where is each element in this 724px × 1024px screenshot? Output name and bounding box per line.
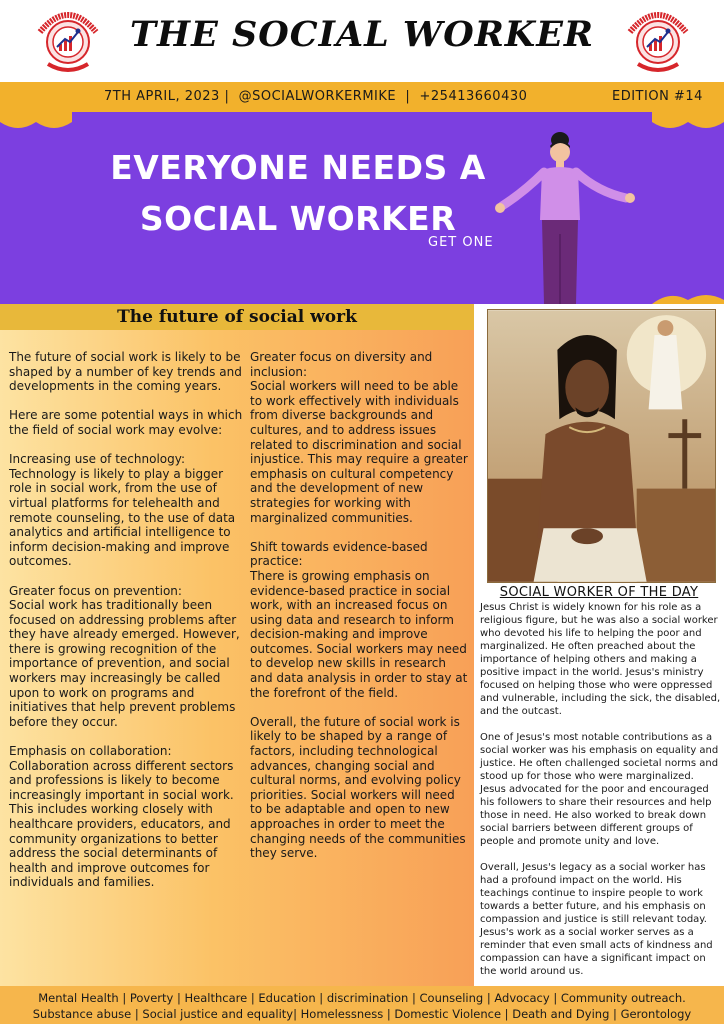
section-body: Technology is likely to play a bigger role in social work, from the use of virtual platforms for telehealth and remote counseling, to the use of data analytics and artificial intelligence to inform decision-making and improve outcomes. [9, 466, 236, 569]
masthead [0, 0, 724, 82]
logo-emblem-icon [620, 2, 696, 78]
issue-info: 7TH APRIL, 2023 | @SOCIALWORKERMIKE | +25413660430 [104, 89, 528, 104]
section-title: Greater focus on diversity and inclusion: [250, 350, 433, 379]
section-title: Shift towards evidence-based practice: [250, 539, 428, 569]
section-body: Social work has traditionally been focused on addressing problems after they have already emerged. However, there is growing recognition of the importance of prevention, and social workers may increasingly be called upon to work on programs and initiatives that help prevent problems before they occur. [9, 598, 240, 729]
article-section [250, 350, 470, 525]
hero-headline-line2: SOCIAL WORKER [139, 199, 457, 238]
social-worker-of-the-day [474, 304, 724, 986]
hero-headline-line1: EVERYONE NEEDS A [110, 148, 486, 187]
sidebar-heading: SOCIAL WORKER OF THE DAY [499, 585, 699, 600]
article-column-2 [250, 350, 470, 875]
sidebar-paragraph: One of Jesus's most notable contributions as a social worker was his emphasis on equality and justice. He often challenged societal norms and stood up for those who were marginalized. Jesus advocated for the poor and encouraged his followers to share their resources and help those in need. He also worked to break down social barriers between different groups of people and promote unity and love. [480, 732, 719, 847]
hero-headline [88, 142, 508, 244]
woman-illustration-icon [488, 122, 648, 304]
footer-topics-line1: Mental Health | Poverty | Healthcare | Education | discrimination | Counseling | Advocacy | Community outreach. [38, 991, 686, 1005]
article-section [9, 584, 245, 730]
hero-banner [0, 112, 724, 304]
religious-painting-icon [487, 309, 716, 583]
article-intro: Here are some potential ways in which the field of social work may evolve: [9, 408, 243, 437]
section-title: Increasing use of technology: [9, 452, 186, 467]
article-intro: The future of social work is likely to be shaped by a number of key trends and developments in the coming years. [9, 350, 242, 394]
footer-topics-line2: Substance abuse | Social justice and equality| Homelessness | Domestic Violence | Death and Dying | Gerontology [32, 1007, 692, 1021]
topics-footer [0, 986, 724, 1024]
section-body: There is growing emphasis on evidence-based practice in social work, with an increased focus on using data and research to inform decision-making and improve outcomes. Social workers may need to develop new skills in research and data analysis in order to stay at the forefront of the field. [250, 568, 468, 700]
section-title: Greater focus on prevention: [9, 583, 182, 598]
article-conclusion: Overall, the future of social work is likely to be shaped by a range of factors, including technological advances, changing social and cultural norms, and evolving policy priorities. Social workers will need to be adaptable and open to new approaches in order to meet the changing needs of the communities they serve. [250, 714, 466, 861]
logo-emblem-icon [30, 2, 106, 78]
sidebar-body [480, 601, 722, 991]
section-body: Collaboration across different sectors and professions is likely to become increasingly important in social work. This includes working closely with healthcare providers, educators, and community organizations to better address the social determinants of health and improve outcomes for individuals and families. [9, 758, 234, 890]
edition-number: EDITION #14 [612, 89, 703, 104]
scallop-border-decoration [0, 282, 724, 304]
article-section [9, 452, 245, 569]
article-column-1 [9, 350, 245, 905]
article-section [250, 540, 470, 701]
article-heading: The future of social work [117, 307, 357, 327]
date-band [0, 82, 724, 112]
article-section [9, 744, 245, 890]
sidebar-paragraph: Jesus Christ is widely known for his role as a religious figure, but he was also a social worker who devoted his life to helping the poor and marginalized. He often preached about the importance of helping others and making a positive impact in the world. Jesus's ministry focused on helping those who were oppressed and vulnerable, including the sick, the disabled, and the outcast. [480, 602, 721, 717]
section-title: Emphasis on collaboration: [9, 744, 172, 759]
feature-article [0, 304, 474, 986]
section-body: Social workers will need to be able to work effectively with individuals from diverse backgrounds and cultures, and to address issues related to discrimination and social injustice. This may require a greater emphasis on cultural competency and the development of new strategies for working with marginalized communities. [250, 379, 468, 525]
newspaper-title: THE SOCIAL WORKER [130, 14, 594, 55]
sidebar-paragraph: Overall, Jesus's legacy as a social worker has had a profound impact on the world. His teachings continue to inspire people to work towards a better future, and his emphasis on compassion and justice is still relevant today. Jesus's work as a social worker serves as a reminder that even small acts of kindness and compassion can have a significant impact on the world around us. [480, 862, 713, 977]
hero-subtext: GET ONE [428, 235, 494, 250]
